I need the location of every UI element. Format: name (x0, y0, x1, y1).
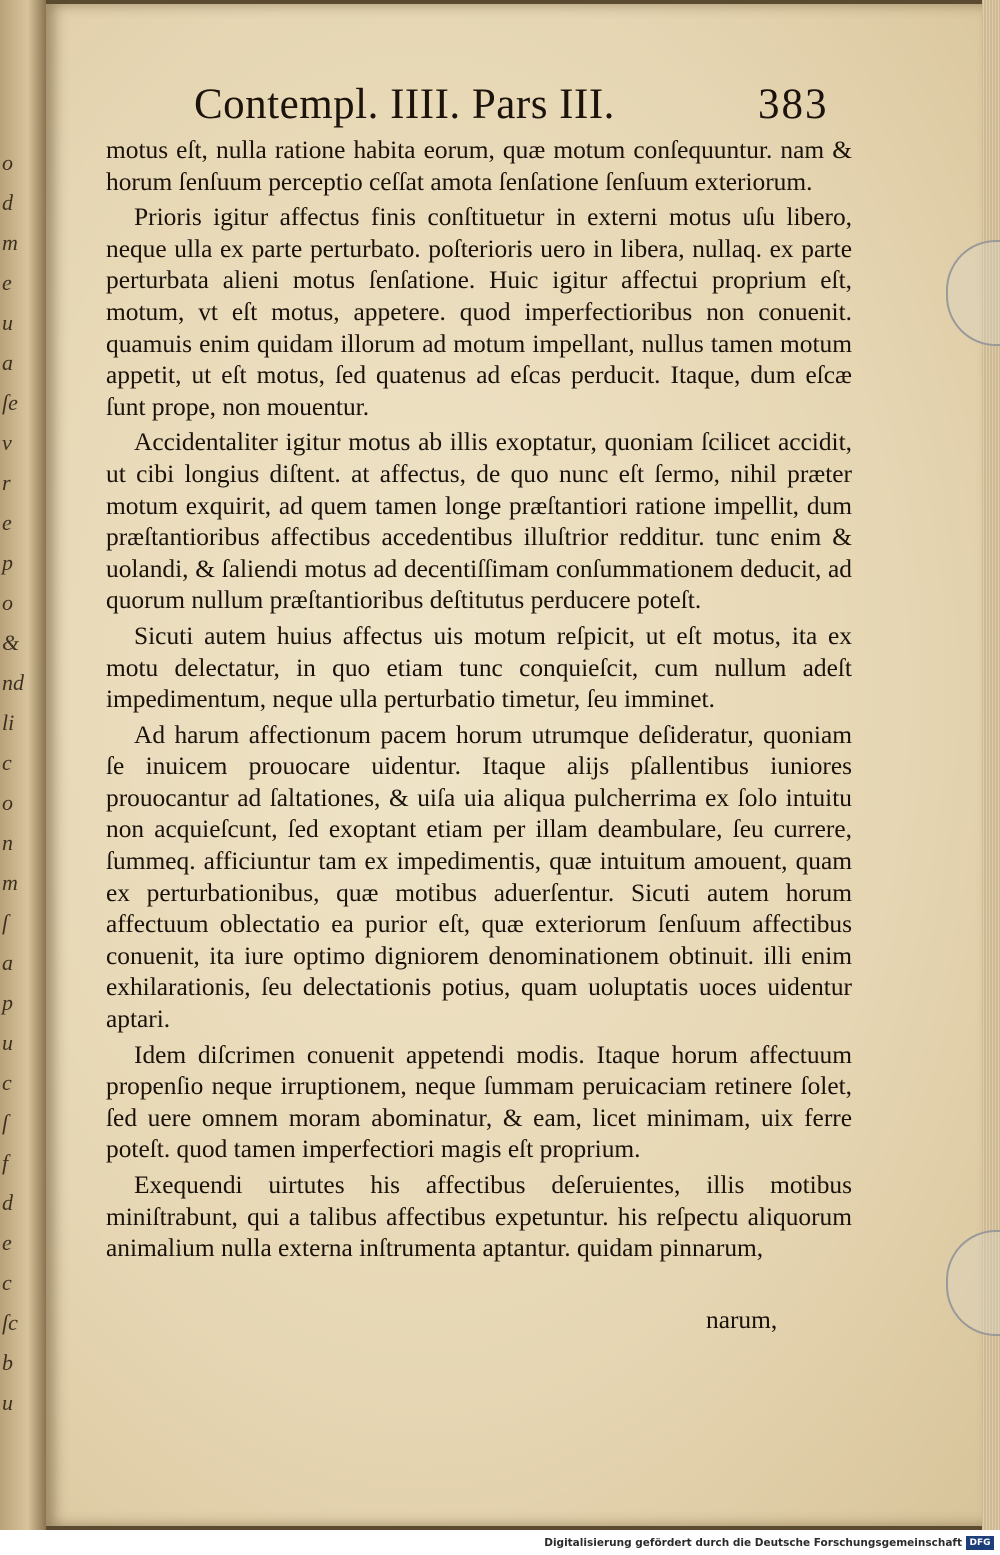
body-text (106, 135, 852, 1269)
prev-page-fragment: c (2, 1270, 12, 1295)
prev-page-fragment: m (2, 870, 18, 895)
page-number: 383 (758, 81, 829, 128)
paragraph: Prioris igitur affectus finis conſtituetur in externi motus uſu libero, neque ulla ex parte perturbato. poſterioris uero in libera, nullaq. ex parte perturbata alieni motus ſenſatione. Huic igitur affectui proprium eſt, motum, vt eſt motus, appetere. quod imperfectioribus non conuenit. quamuis enim quidam illorum ad motum impellant, nullus tamen motum appetit, ut eſt motus, ſed quatenus ad eſcas perducit. Itaque, dum eſcæ ſunt prope, non mouentur. (106, 203, 852, 421)
prev-page-fragment: p (2, 550, 13, 575)
running-title: Contempl. IIII. Pars III. (194, 81, 615, 128)
prev-page-fragment: f (2, 1150, 9, 1175)
dfg-logo: DFG (966, 1536, 994, 1550)
prev-page-fragment: o (2, 590, 13, 615)
prev-page-fragment: ſ (2, 1110, 9, 1135)
prev-page-fragment: nd (2, 670, 24, 695)
prev-page-fragment: e (2, 1230, 12, 1255)
prev-page-fragment: u (2, 1030, 13, 1055)
prev-page-fragment: d (2, 1190, 13, 1215)
prev-page-fragment: e (2, 510, 12, 535)
prev-page-fragment: u (2, 1390, 13, 1415)
paragraph: Accidentaliter igitur motus ab illis exoptatur, quoniam ſcilicet accidit, ut cibi longius diſtent. at affectus, de quo nunc eſt ſermo, nihil præter motum exquirit, ad quem tamen longe præſtantiori ratione impellit, dum præſtantioribus affectibus accedentibus illuſtrior redditur. tunc enim & uolandi, & ſaliendi motus ad decentiſſimam conſummationem deducit, ad quorum nullum præſtantioribus deſtitutus perducere poteſt. (106, 428, 852, 615)
prev-page-fragment: ſe (2, 390, 18, 415)
prev-page-fragment: u (2, 310, 13, 335)
prev-page-fragment: c (2, 750, 12, 775)
funding-credit: Digitalisierung gefördert durch die Deutsche Forschungsgemeinschaft (544, 1537, 962, 1549)
prev-page-fragment: d (2, 190, 13, 215)
prev-page-fragment: a (2, 350, 13, 375)
paragraph: Exequendi uirtutes his affectibus deſeruientes, illis motibus miniſtrabunt, qui a talibus affectibus expetuntur. his reſpectu aliquorum animalium nulla externa inſtrumenta aptantur. quidam pinnarum, (106, 1171, 852, 1263)
prev-page-fragment: r (2, 470, 11, 495)
previous-page-strip (0, 0, 46, 1530)
book-page (46, 4, 984, 1526)
prev-page-fragment: m (2, 230, 18, 255)
prev-page-fragment: o (2, 150, 13, 175)
paragraph: Ad harum affectionum pacem horum utrumque deſideratur, quoniam ſe inuicem prouocare uidentur. Itaque alijs pſallentibus iuniores prouocantur ad ſaltationes, & uiſa uia aliqua pulcherrima ex ſolo intuitu non acquieſcunt, ſed exoptant etiam per illam deambulare, ſeu currere, ſummeq. afficiuntur tam ex impedimentis, quæ intuitum amouent, quam ex perturbationibus, quæ motibus aduerſentur. Sicuti autem horum affectuum oblectatio ea purior eſt, quæ exteriorum ſenſuum affectibus conuenit, ita iure optimo digniorem denominationem obtinuit. illi enim exhilarationis, ſeu delectationis potius, quam uoluptatis uoces uidentur aptari. (106, 720, 852, 1034)
running-header (146, 80, 846, 130)
prev-page-fragment: a (2, 950, 13, 975)
prev-page-fragment: ſ (2, 910, 9, 935)
catchword: narum, (706, 1306, 778, 1334)
prev-page-fragment: n (2, 830, 13, 855)
prev-page-fragment: o (2, 790, 13, 815)
prev-page-fragment: c (2, 1070, 12, 1095)
prev-page-fragment: e (2, 270, 12, 295)
prev-page-fragment: & (2, 630, 20, 655)
prev-page-fragment: li (2, 710, 15, 735)
paragraph: Idem diſcrimen conuenit appetendi modis. Itaque horum affectuum propenſio neque irruptionem, neque ſummam peruicaciam retinere ſolet, ſed uere omnem moram abominatur, & eam, licet minimam, uix ferre poteſt. quod tamen imperfectiori magis eſt proprium. (106, 1040, 852, 1164)
paragraph: Sicuti autem huius affectus uis motum reſpicit, ut eſt motus, ita ex motu delectatur, in quo etiam tunc conquieſcit, cum nullum adeſt impedimentum, neque ulla perturbatio timetur, ſeu imminet. (106, 621, 852, 714)
prev-page-fragment: b (2, 1350, 13, 1375)
paragraph: motus eſt, nulla ratione habita eorum, quæ motum conſequuntur. nam & horum ſenſuum perceptio ceſſat amota ſenſatione ſenſuum exteriorum. (106, 136, 852, 196)
prev-page-fragment: ſc (2, 1310, 18, 1335)
prev-page-fragment: p (2, 990, 13, 1015)
prev-page-fragment: v (2, 430, 12, 455)
